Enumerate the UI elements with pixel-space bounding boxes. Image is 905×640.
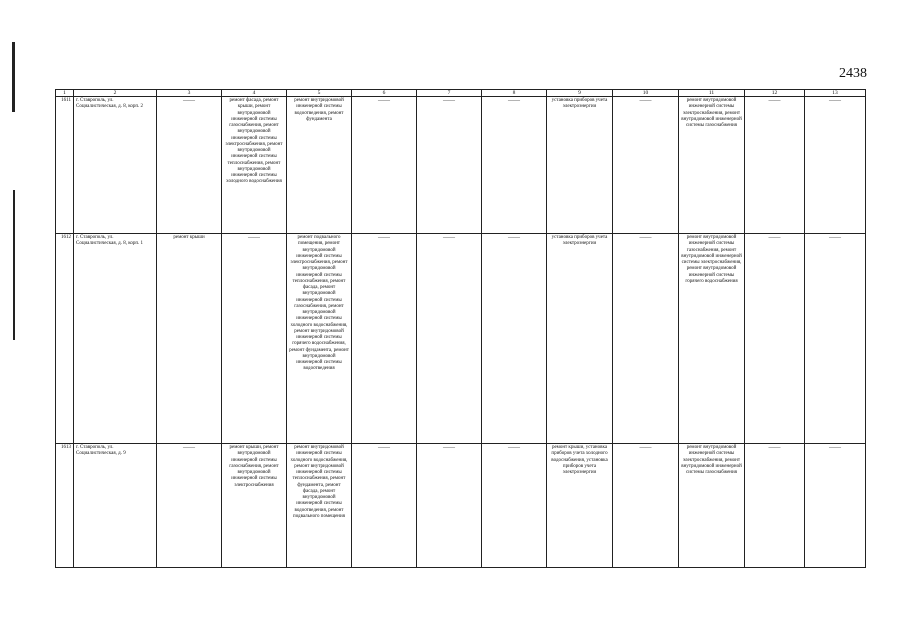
address-cell: г. Ставрополь, ул. Социалистическая, д. 8, корп. 1 (74, 234, 157, 444)
table-row (56, 444, 866, 568)
work-cell: ремонт крыши (157, 234, 222, 444)
empty-dash: —— (443, 445, 455, 451)
table-row (56, 234, 866, 444)
work-cell: установка приборов учета электроэнергии (547, 97, 613, 234)
col-number: 7 (417, 90, 482, 97)
empty-dash: —— (768, 445, 781, 451)
col-number: 11 (679, 90, 745, 97)
empty-dash: —— (829, 235, 841, 241)
col-number: 3 (157, 90, 222, 97)
empty-dash: —— (508, 235, 520, 241)
repair-table (55, 89, 866, 568)
work-cell: установка приборов учета электроэнергии (547, 234, 613, 444)
col-number: 4 (222, 90, 287, 97)
work-cell: ремонт внутридомовой инженерной системы электроснабжения, ремонт внутридомовой инженерной системы газоснабжения (679, 97, 745, 234)
empty-dash: —— (378, 98, 390, 104)
col-number: 5 (287, 90, 352, 97)
empty-dash: —— (378, 235, 390, 241)
header-row (56, 90, 866, 97)
col-number: 10 (613, 90, 679, 97)
row-number: 1611 (56, 97, 74, 234)
empty-dash: —— (183, 445, 195, 451)
row-number: 1613 (56, 444, 74, 568)
col-number: 6 (352, 90, 417, 97)
col-number: 9 (547, 90, 613, 97)
row-number: 1612 (56, 234, 74, 444)
work-cell: ремонт фасада, ремонт крыши, ремонт внутридомовой инженерной системы газоснабжения, ремонт внутридомовой инженерной системы электроснабжения, ремонт внутридомовой инженерной системы теплоснабжения, ремонт внутридомовой инженерной системы холодного водоснабжения (222, 97, 287, 234)
empty-dash: —— (443, 98, 455, 104)
scan-edge-mark (12, 42, 15, 112)
col-number: 8 (482, 90, 547, 97)
table-row (56, 97, 866, 234)
empty-dash: —— (639, 98, 652, 104)
col-number: 12 (745, 90, 805, 97)
work-cell: ремонт внутридомовой инженерной системы электроснабжения, ремонт внутридомовой инженерной системы газоснабжения (679, 444, 745, 568)
work-cell: ремонт внутридомовой инженерной системы газоснабжения, ремонт внутридомовой инженерной системы электроснабжения, ремонт внутридомовой инженерной системы горячего водоснабжения (679, 234, 745, 444)
empty-dash: —— (508, 445, 520, 451)
scan-edge-mark (13, 190, 15, 340)
empty-dash: —— (508, 98, 520, 104)
empty-dash: —— (183, 98, 195, 104)
empty-dash: —— (768, 98, 781, 104)
empty-dash: —— (378, 445, 390, 451)
page-number: 2438 (839, 66, 867, 81)
col-number: 13 (805, 90, 866, 97)
empty-dash: —— (768, 235, 781, 241)
work-cell: ремонт внутридомовой инженерной системы водоотведения, ремонт фундамента (287, 97, 352, 234)
empty-dash: —— (829, 98, 841, 104)
empty-dash: —— (639, 235, 652, 241)
col-number: 1 (56, 90, 74, 97)
empty-dash: —— (829, 445, 841, 451)
work-cell: ремонт крыши, установка приборов учета холодного водоснабжения, установка приборов учета электроэнергии (547, 444, 613, 568)
work-cell: ремонт подвального помещения, ремонт внутридомовой инженерной системы электроснабжения, ремонт внутридомовой инженерной системы теплоснабжения, ремонт фасада, ремонт внутридомовой инженерной системы газоснабжения, ремонт внутридомовой инженерной системы холодного водоснабжения, ремонт внутридомовой инженерной системы горячего водоснабжения, ремонт фундамента, ремонт внутридомовой инженерной системы водоотведения (287, 234, 352, 444)
empty-dash: —— (248, 235, 260, 241)
work-cell: ремонт внутридомовой инженерной системы холодного водоснабжения, ремонт внутридомовой инженерной системы теплоснабжения, ремонт фундамента, ремонт фасада, ремонт внутридомовой инженерной системы водоотведения, ремонт подвального помещения (287, 444, 352, 568)
empty-dash: —— (639, 445, 652, 451)
col-number: 2 (74, 90, 157, 97)
empty-dash: —— (443, 235, 455, 241)
address-cell: г. Ставрополь, ул. Социалистическая, д. 9 (74, 444, 157, 568)
work-cell: ремонт крыши, ремонт внутридомовой инженерной системы газоснабжения, ремонт внутридомовой инженерной системы электроснабжения (222, 444, 287, 568)
address-cell: г. Ставрополь, ул. Социалистическая, д. 8, корп. 2 (74, 97, 157, 234)
